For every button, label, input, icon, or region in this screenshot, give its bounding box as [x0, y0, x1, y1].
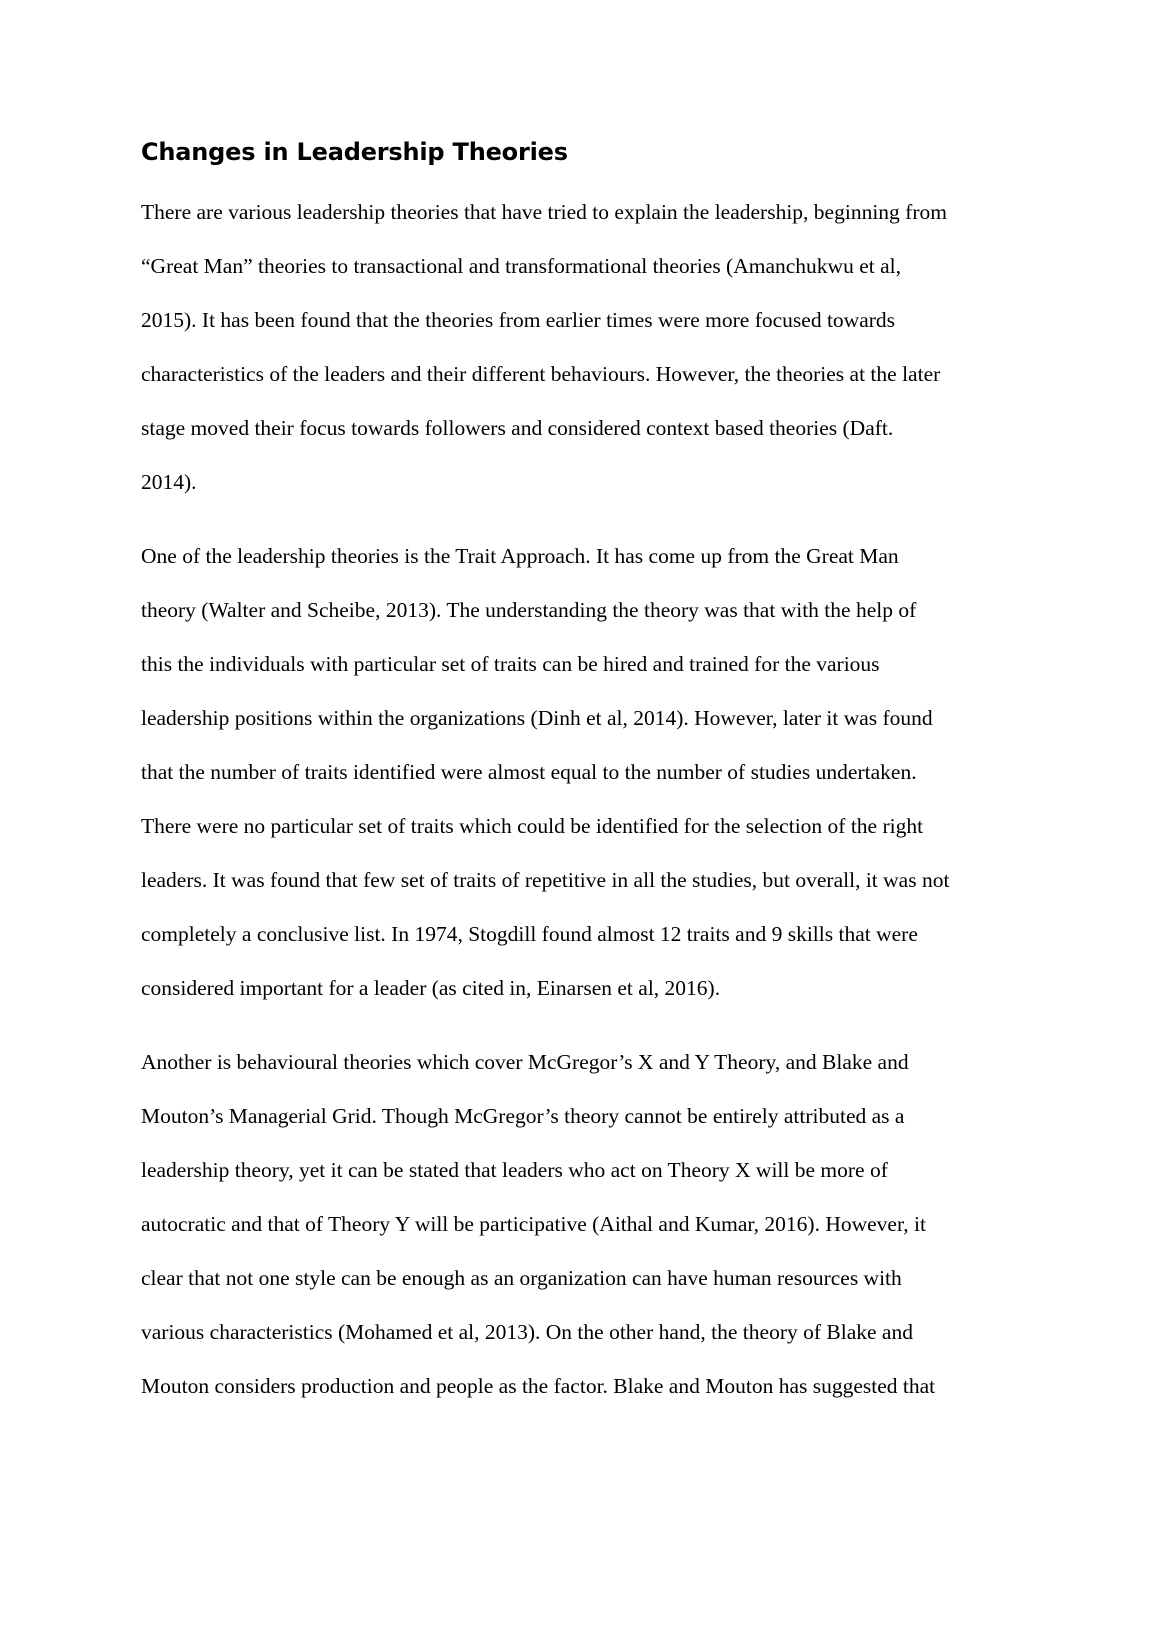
text-line: One of the leadership theories is the Trait Approach. It has come up from the Great Man: [141, 544, 899, 568]
text-line: considered important for a leader (as cited in, Einarsen et al, 2016).: [141, 976, 721, 1000]
section-heading: Changes in Leadership Theories: [141, 138, 568, 166]
text-line: 2015). It has been found that the theories from earlier times were more focused towards: [141, 308, 896, 332]
text-line: this the individuals with particular set of traits can be hired and trained for the various: [141, 652, 880, 676]
text-line: stage moved their focus towards followers and considered context based theories (Daft.: [141, 416, 894, 440]
text-line: Mouton’s Managerial Grid. Though McGregor’s theory cannot be entirely attributed as a: [141, 1104, 905, 1128]
text-line: There were no particular set of traits which could be identified for the selection of the right: [141, 814, 924, 838]
paragraph-3: [141, 1035, 1041, 1413]
text-line: completely a conclusive list. In 1974, Stogdill found almost 12 traits and 9 skills that were: [141, 922, 918, 946]
text-line: theory (Walter and Scheibe, 2013). The understanding the theory was that with the help of: [141, 598, 917, 622]
text-line: leadership theory, yet it can be stated that leaders who act on Theory X will be more of: [141, 1158, 888, 1182]
text-line: characteristics of the leaders and their different behaviours. However, the theories at the later: [141, 362, 941, 386]
text-line: leaders. It was found that few set of traits of repetitive in all the studies, but overall, it was not: [141, 868, 950, 892]
paragraph-1: [141, 185, 1041, 509]
text-line: various characteristics (Mohamed et al, 2013). On the other hand, the theory of Blake and: [141, 1320, 913, 1344]
text-line: autocratic and that of Theory Y will be participative (Aithal and Kumar, 2016). However, it: [141, 1212, 926, 1236]
text-line: clear that not one style can be enough as an organization can have human resources with: [141, 1266, 902, 1290]
document-body: [141, 134, 1041, 1433]
text-line: “Great Man” theories to transactional and transformational theories (Amanchukwu et al,: [141, 254, 901, 278]
text-line: leadership positions within the organizations (Dinh et al, 2014). However, later it was found: [141, 706, 933, 730]
text-line: There are various leadership theories that have tried to explain the leadership, beginning from: [141, 200, 947, 224]
text-line: 2014).: [141, 470, 197, 494]
text-line: Another is behavioural theories which cover McGregor’s X and Y Theory, and Blake and: [141, 1050, 909, 1074]
text-line: Mouton considers production and people as the factor. Blake and Mouton has suggested that: [141, 1374, 936, 1398]
text-line: that the number of traits identified were almost equal to the number of studies undertaken.: [141, 760, 917, 784]
paragraph-2: [141, 529, 1041, 1015]
